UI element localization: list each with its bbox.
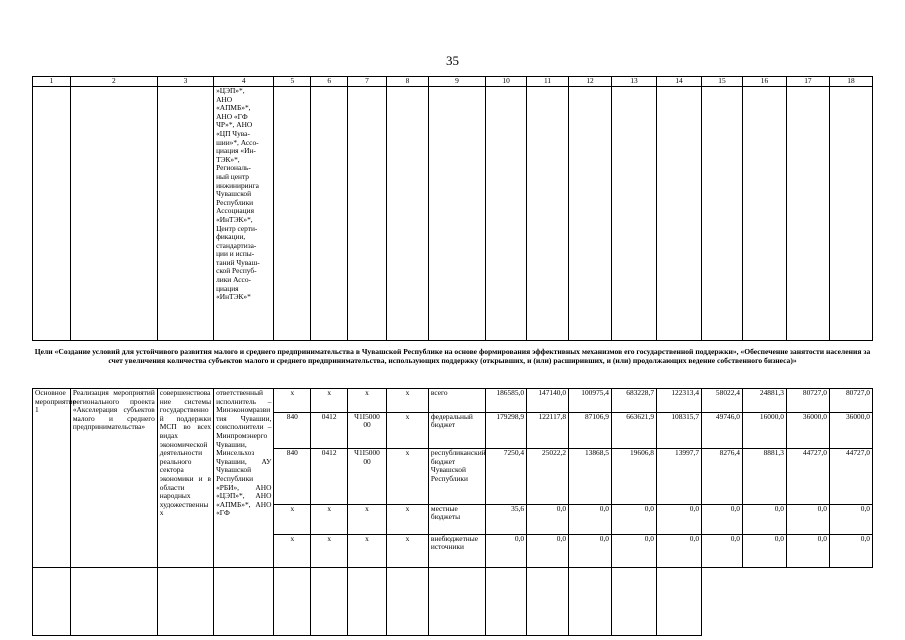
amount-cell: 7250,4 bbox=[486, 448, 527, 504]
code-cell: Ч1I5000 00 bbox=[348, 412, 387, 448]
empty-cell bbox=[33, 568, 71, 636]
amount-cell: 0,0 bbox=[786, 534, 829, 567]
code-cell: x bbox=[348, 389, 387, 413]
header-cell: 17 bbox=[786, 77, 829, 87]
cell-line: лики Ассо- bbox=[216, 275, 251, 285]
empty-cell bbox=[348, 568, 387, 636]
code-cell: x bbox=[311, 504, 348, 534]
amount-cell: 179298,9 bbox=[486, 412, 527, 448]
amount-cell: 0,0 bbox=[742, 534, 786, 567]
code-cell: x bbox=[386, 534, 428, 567]
cell-line: АНО bbox=[216, 94, 233, 104]
continuation-table bbox=[32, 76, 873, 341]
amount-cell: 19606,8 bbox=[612, 448, 657, 504]
empty-cell bbox=[486, 568, 527, 636]
header-cell: 6 bbox=[311, 77, 348, 87]
funding-source-cell: внебюджетные источники bbox=[428, 534, 485, 567]
header-cell: 18 bbox=[829, 77, 872, 87]
amount-cell: 663621,9 bbox=[612, 412, 657, 448]
measure-number-cell: Основное мероприятие 1 bbox=[33, 389, 71, 568]
amount-cell: 0,0 bbox=[657, 534, 702, 567]
amount-cell: 24881,3 bbox=[742, 389, 786, 413]
cell-line: ТЭК»*, bbox=[216, 154, 240, 164]
amount-cell: 122117,8 bbox=[527, 412, 569, 448]
amount-cell: 36000,0 bbox=[829, 412, 872, 448]
empty-cell bbox=[386, 568, 428, 636]
cell-line: ный центр bbox=[216, 171, 249, 181]
amount-cell: 13997,7 bbox=[657, 448, 702, 504]
amount-cell: 8881,3 bbox=[742, 448, 786, 504]
cell-line: инжиниринга bbox=[216, 180, 259, 190]
amount-cell: 44727,0 bbox=[829, 448, 872, 504]
amount-cell: 8276,4 bbox=[702, 448, 743, 504]
empty-cell bbox=[311, 568, 348, 636]
amount-cell: 0,0 bbox=[612, 534, 657, 567]
amount-cell: 0,0 bbox=[702, 504, 743, 534]
empty-cell bbox=[428, 568, 485, 636]
code-cell: x bbox=[311, 534, 348, 567]
code-cell: 840 bbox=[274, 412, 311, 448]
cell-line: Ассоциация bbox=[216, 206, 254, 216]
cell-line: Центр серти- bbox=[216, 223, 258, 233]
header-cell: 15 bbox=[702, 77, 743, 87]
empty-cell bbox=[157, 568, 213, 636]
cell-line: таний Чуваш- bbox=[216, 257, 260, 267]
header-cell: 10 bbox=[486, 77, 527, 87]
header-cell: 3 bbox=[157, 77, 213, 87]
funding-source-cell: всего bbox=[428, 389, 485, 413]
cell-line: Чувашской bbox=[216, 189, 252, 199]
amount-cell: 0,0 bbox=[569, 504, 612, 534]
amount-cell: 0,0 bbox=[612, 504, 657, 534]
amount-cell: 0,0 bbox=[527, 534, 569, 567]
code-cell: x bbox=[386, 389, 428, 413]
header-cell: 5 bbox=[274, 77, 311, 87]
empty-cell bbox=[214, 568, 274, 636]
funding-source-cell: федеральный бюджет bbox=[428, 412, 485, 448]
measure-name-cell: Реализация мероприятий регионального проекта «Акселерация субъектов малого и среднего предпринимательства» bbox=[70, 389, 157, 568]
header-cell: 11 bbox=[527, 77, 569, 87]
amount-cell: 0,0 bbox=[786, 504, 829, 534]
empty-cell bbox=[657, 568, 702, 636]
header-cell: 14 bbox=[657, 77, 702, 87]
cell-line: Региональ- bbox=[216, 163, 251, 173]
amount-cell: 0,0 bbox=[829, 504, 872, 534]
empty-cell bbox=[70, 568, 157, 636]
filler-row bbox=[33, 568, 873, 636]
measure-goal-cell: совершенствование системы государственной поддержки МСП во всех видах экономической деятельности реального сектора экономики и в области народных художественных bbox=[157, 389, 213, 568]
code-cell: x bbox=[386, 448, 428, 504]
cell-line: «ИнТЭК»* bbox=[216, 292, 251, 302]
amount-cell: 147140,0 bbox=[527, 389, 569, 413]
header-cell: 1 bbox=[33, 77, 71, 87]
header-cell: 12 bbox=[569, 77, 612, 87]
code-cell: x bbox=[386, 412, 428, 448]
code-cell: 0412 bbox=[311, 448, 348, 504]
cell-line: ЧР»*, АНО bbox=[216, 120, 253, 130]
amount-cell: 35,6 bbox=[486, 504, 527, 534]
amount-cell: 44727,0 bbox=[786, 448, 829, 504]
cell-line: ции и испы- bbox=[216, 249, 255, 259]
code-cell: x bbox=[311, 389, 348, 413]
code-cell: 840 bbox=[274, 448, 311, 504]
amount-cell: 108315,7 bbox=[657, 412, 702, 448]
header-cell: 13 bbox=[612, 77, 657, 87]
amount-cell: 0,0 bbox=[829, 534, 872, 567]
amount-cell: 0,0 bbox=[569, 534, 612, 567]
cell-line: АНО «ГФ bbox=[216, 111, 248, 121]
cell-line: ской Респуб- bbox=[216, 266, 257, 276]
measure-table bbox=[32, 388, 873, 636]
cell-line: стандартиза- bbox=[216, 240, 257, 250]
code-cell: x bbox=[274, 534, 311, 567]
header-cell: 4 bbox=[214, 77, 274, 87]
cell-line: «ИнТЭК»*, bbox=[216, 214, 253, 224]
amount-cell: 683228,7 bbox=[612, 389, 657, 413]
header-cell: 8 bbox=[386, 77, 428, 87]
funding-source-cell: местные бюджеты bbox=[428, 504, 485, 534]
cell-line: »ЦЭП»*, bbox=[216, 86, 245, 95]
amount-cell: 58022,4 bbox=[702, 389, 743, 413]
header-cell: 7 bbox=[348, 77, 387, 87]
header-cell: 16 bbox=[742, 77, 786, 87]
amount-cell: 49746,0 bbox=[702, 412, 743, 448]
executors-continuation-cell bbox=[214, 87, 274, 341]
code-cell: x bbox=[386, 504, 428, 534]
funding-source-cell: республиканский бюджет Чувашской Республики bbox=[428, 448, 485, 504]
measure-executors-cell: ответственный исполнитель – Минэкономразвития Чувашии, соисполнители – Минпромэнерго Чувашии, Минсельхоз Чувашии, АУ Чувашской Республики «РБИ», АНО «ЦЭП»*, АНО «АПМБ»*, АНО «ГФ bbox=[214, 389, 274, 568]
code-cell: x bbox=[274, 504, 311, 534]
funding-row bbox=[33, 389, 873, 413]
amount-cell: 16000,0 bbox=[742, 412, 786, 448]
amount-cell: 80727,0 bbox=[829, 389, 872, 413]
header-cell: 9 bbox=[428, 77, 485, 87]
page-number: 35 bbox=[446, 53, 459, 68]
header-row bbox=[33, 77, 873, 87]
amount-cell: 0,0 bbox=[527, 504, 569, 534]
amount-cell: 87106,9 bbox=[569, 412, 612, 448]
code-cell: x bbox=[348, 504, 387, 534]
empty-cell bbox=[274, 568, 311, 636]
goal-heading: Цели «Создание условий для устойчивого развития малого и среднего предпринимательства в Чувашской Республике на основе формирования эффективных механизмов его государственной поддержки», «Обеспечение занятости населения за счет увеличения количества субъектов малого и среднего предпринимательства, использующих поддержку (открывших, и (или) расширивших, и (или) продолжающих ведение собственного бизнеса)» bbox=[34, 347, 871, 366]
cell-line: Республики bbox=[216, 197, 254, 207]
cell-line: шии»*, Ассо- bbox=[216, 137, 259, 147]
amount-cell: 0,0 bbox=[657, 504, 702, 534]
amount-cell: 100975,4 bbox=[569, 389, 612, 413]
code-cell: x bbox=[348, 534, 387, 567]
cell-line: «ЦП Чува- bbox=[216, 128, 250, 138]
amount-cell: 0,0 bbox=[702, 534, 743, 567]
header-cell: 2 bbox=[70, 77, 157, 87]
empty-cell bbox=[569, 568, 612, 636]
continuation-row bbox=[33, 87, 873, 341]
code-cell: 0412 bbox=[311, 412, 348, 448]
cell-line: циация bbox=[216, 283, 239, 293]
amount-cell: 0,0 bbox=[486, 534, 527, 567]
code-cell: Ч1I5000 00 bbox=[348, 448, 387, 504]
empty-cell bbox=[612, 568, 657, 636]
amount-cell: 0,0 bbox=[742, 504, 786, 534]
amount-cell: 122313,4 bbox=[657, 389, 702, 413]
cell-line: фикации, bbox=[216, 232, 246, 242]
empty-cell bbox=[527, 568, 569, 636]
amount-cell: 36000,0 bbox=[786, 412, 829, 448]
amount-cell: 80727,0 bbox=[786, 389, 829, 413]
amount-cell: 186585,0 bbox=[486, 389, 527, 413]
cell-line: «АПМБ»*, bbox=[216, 103, 251, 113]
amount-cell: 13868,5 bbox=[569, 448, 612, 504]
code-cell: x bbox=[274, 389, 311, 413]
cell-line: циация «Ин- bbox=[216, 146, 256, 156]
amount-cell: 25022,2 bbox=[527, 448, 569, 504]
